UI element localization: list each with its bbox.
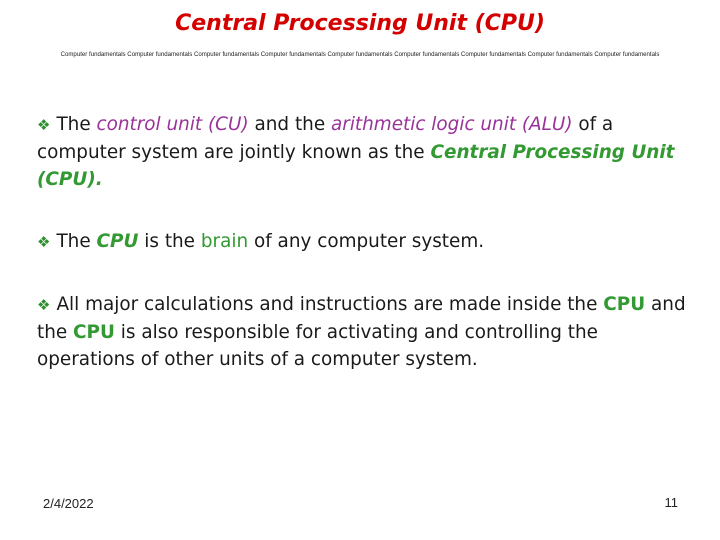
p2-cpu: CPU	[96, 231, 139, 252]
p1-text-1: The	[56, 114, 97, 135]
p2-text-3: is the	[138, 231, 201, 252]
p1-alu: arithmetic logic unit	[330, 114, 517, 135]
p3-cpu-2: CPU	[73, 322, 115, 343]
diamond-bullet-icon: ❖	[37, 296, 51, 314]
paragraph-cpu-responsibility	[37, 291, 697, 373]
header-banner: Computer fundamentals Computer fundamentals Computer fundamentals Computer fundamentals Computer fundamentals Computer fundamentals Computer fundamentals Computer fundamentals Computer fundamentals	[60, 51, 660, 58]
p1-alu-abbr: (ALU)	[516, 114, 573, 135]
p1-text-3: and the	[248, 114, 331, 135]
slide-title: Central Processing Unit (CPU)	[175, 11, 545, 36]
p2-text-1: The	[56, 231, 97, 252]
p1-control-unit: control unit (CU)	[96, 114, 249, 135]
page-number: 11	[664, 495, 678, 510]
paragraph-cpu-definition	[37, 111, 697, 193]
p3-text-3: and the	[37, 294, 686, 343]
paragraph-cpu-brain	[37, 228, 697, 256]
p1-text-6: of a computer system are jointly known as the	[37, 114, 614, 163]
p3-cpu-1: CPU	[603, 294, 646, 315]
p2-brain: brain	[200, 231, 249, 252]
p3-text-5: is also responsible for activating and controlling the operations of other units of a computer system.	[37, 322, 598, 370]
diamond-bullet-icon: ❖	[37, 116, 51, 134]
footer-date: 2/4/2022	[43, 496, 94, 511]
p2-text-5: of any computer system.	[248, 231, 485, 252]
p3-text-1: All major calculations and instructions are made inside the	[56, 294, 604, 315]
diamond-bullet-icon: ❖	[37, 233, 51, 251]
p1-cpu-term: Central Processing Unit (CPU).	[37, 142, 675, 190]
